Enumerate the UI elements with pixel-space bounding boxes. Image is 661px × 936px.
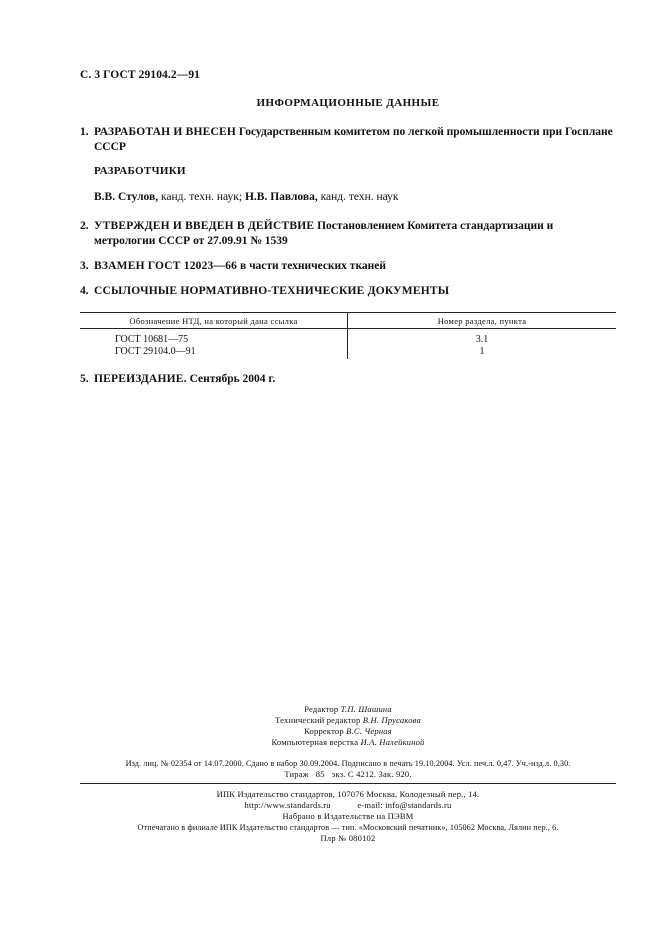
item-number: 4.	[80, 285, 89, 297]
info-item-1	[80, 125, 616, 155]
developer-degree: канд. техн. наук;	[160, 191, 243, 203]
credit-person: В.С. Черная	[346, 726, 392, 736]
table-cell: ГОСТ 10681—75	[115, 334, 189, 345]
info-item-5	[80, 372, 616, 387]
table-cell: 1	[479, 346, 485, 357]
page-header: С. 3 ГОСТ 29104.2—91	[80, 69, 201, 81]
item-number: 2.	[80, 220, 89, 232]
info-item-4	[80, 284, 616, 299]
item-text: Постановлением Комитета стандартизации и метрологии СССР от 27.09.91 № 1539	[94, 220, 554, 247]
credit-line	[60, 704, 636, 715]
credit-line	[60, 715, 636, 726]
section-title: ИНФОРМАЦИОННЫЕ ДАННЫЕ	[256, 97, 440, 109]
printing-line: Набрано в Издательстве на ПЭВМ	[282, 811, 414, 821]
item-lead: ССЫЛОЧНЫЕ НОРМАТИВНО-ТЕХНИЧЕСКИЕ ДОКУМЕНТЫ	[94, 285, 450, 297]
table-row	[80, 334, 616, 346]
table-cell: ГОСТ 29104.0—91	[115, 346, 196, 357]
item-lead: УТВЕРЖДЕН И ВВЕДЕН В ДЕЙСТВИЕ	[94, 220, 315, 232]
credit-label: Компьютерная верстка	[271, 737, 359, 747]
table-cell: 3.1	[475, 334, 489, 345]
printing-line: Отпечатано в филиале ИПК Издательство стандартов — тип. «Московский печатник», 105062 Москва, Лялин пер., 6.	[137, 823, 559, 832]
credit-line	[60, 737, 636, 748]
info-item-2	[80, 219, 616, 249]
printing-contacts	[60, 800, 636, 811]
credit-person: И.А. Налейкиной	[360, 737, 425, 747]
printing-line: Плр № 080102	[320, 833, 376, 843]
credit-label: Корректор	[304, 726, 344, 736]
credit-person: В.Н. Прусакова	[362, 715, 421, 725]
table-header-row	[80, 313, 616, 328]
email-link[interactable]: e-mail: info@standards.ru	[357, 800, 452, 810]
website-link[interactable]: http://www.standards.ru	[244, 800, 331, 810]
item-number: 3.	[80, 260, 89, 272]
item-number: 5.	[80, 373, 89, 385]
table-row	[80, 346, 616, 358]
developer-degree: канд. техн. наук	[320, 191, 399, 203]
item-text: в части технических тканей	[239, 260, 387, 272]
publication-line: Тираж 85 экз. С 4212. Зак. 920.	[284, 769, 412, 779]
credit-label: Технический редактор	[275, 715, 361, 725]
printing-details	[60, 789, 636, 844]
item-lead: ВЗАМЕН ГОСТ 12023—66	[94, 260, 238, 272]
item-number: 1.	[80, 126, 89, 138]
printing-line: ИПК Издательство стандартов, 107076 Москва, Колодезный пер., 14.	[216, 789, 480, 799]
developers-heading: РАЗРАБОТЧИКИ	[94, 165, 186, 177]
table-header-cell: Номер раздела, пункта	[437, 316, 527, 326]
credit-person: Т.П. Шашина	[340, 704, 392, 714]
staff-credits	[60, 704, 636, 748]
reference-table	[80, 312, 616, 358]
item-lead: ПЕРЕИЗДАНИЕ.	[94, 373, 187, 385]
table-header-cell: Обозначение НТД, на который дана ссылка	[129, 316, 298, 326]
developer-name: В.В. Стулов,	[94, 191, 159, 203]
imprint-separator	[80, 783, 616, 784]
info-item-3	[80, 259, 616, 274]
developers-list	[94, 191, 399, 203]
credit-label: Редактор	[304, 704, 339, 714]
credit-line	[60, 726, 636, 737]
item-text: Сентябрь 2004 г.	[189, 373, 276, 385]
publication-line: Изд. лиц. № 02354 от 14.07.2000. Сдано в набор 30.09.2004. Подписано в печать 19.10.2004. Усл. печ.л. 0,47. Уч.-изд.л. 0,30.	[125, 759, 571, 768]
item-lead: РАЗРАБОТАН И ВНЕСЕН	[94, 126, 237, 138]
item-text: Государственным комитетом по легкой промышленности при Госплане СССР	[94, 126, 613, 153]
developer-name: Н.В. Павлова,	[244, 191, 318, 203]
publication-details	[60, 758, 636, 780]
